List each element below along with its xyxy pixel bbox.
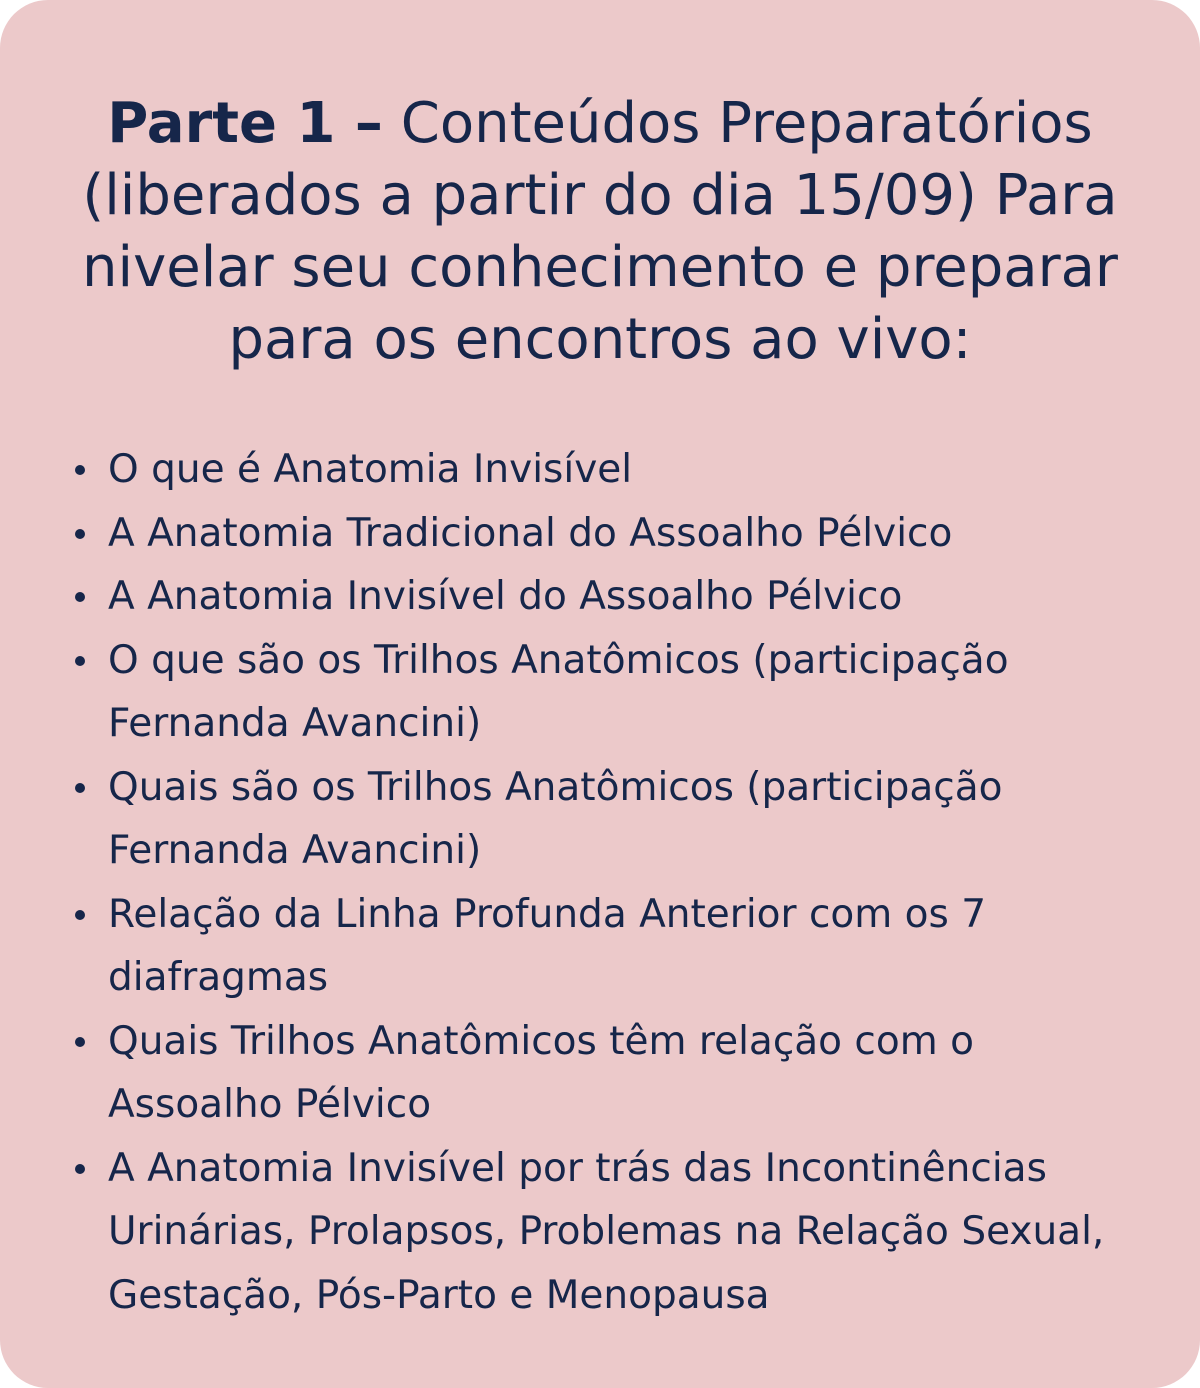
bullet-icon [75, 529, 85, 539]
section-heading [40, 88, 1160, 376]
list-item-text: A Anatomia Tradicional do Assoalho Pélvico [108, 510, 953, 556]
bullet-icon [75, 1037, 85, 1047]
list-item [108, 883, 1160, 1010]
bullet-icon [75, 910, 85, 920]
bullet-icon [75, 465, 85, 475]
bullet-icon [75, 592, 85, 602]
heading-part-label: Parte 1 – [107, 91, 383, 156]
list-item [108, 1010, 1160, 1137]
bullet-icon [75, 783, 85, 793]
list-item [108, 1137, 1160, 1328]
list-item-text: O que é Anatomia Invisível [108, 447, 633, 492]
topic-list [40, 438, 1160, 1327]
list-item-text: A Anatomia Invisível por trás das Incontinências Urinárias, Prolapsos, Problemas na Relação Sexual, Gestação, Pós-Parto e Menopausa [108, 1145, 1105, 1318]
list-item-text: A Anatomia Invisível do Assoalho Pélvico [108, 574, 903, 619]
bullet-icon [75, 1164, 85, 1174]
bullet-icon [75, 656, 85, 666]
list-item [108, 438, 1160, 502]
list-item [108, 565, 1160, 629]
list-item [108, 502, 1160, 566]
list-item-text: Quais são os Trilhos Anatômicos (participação Fernanda Avancini) [108, 764, 1003, 873]
heading-description: Conteúdos Preparatórios (liberados a partir do dia 15/09) Para nivelar seu conhecimento e preparar para os encontros ao vivo: [82, 91, 1118, 372]
list-item-text: Relação da Linha Profunda Anterior com os 7 diafragmas [108, 891, 987, 1000]
list-item-text: Quais Trilhos Anatômicos têm relação com o Assoalho Pélvico [108, 1018, 974, 1127]
list-item [108, 629, 1160, 756]
list-item [108, 756, 1160, 883]
list-item-text: O que são os Trilhos Anatômicos (participação Fernanda Avancini) [108, 637, 1009, 746]
